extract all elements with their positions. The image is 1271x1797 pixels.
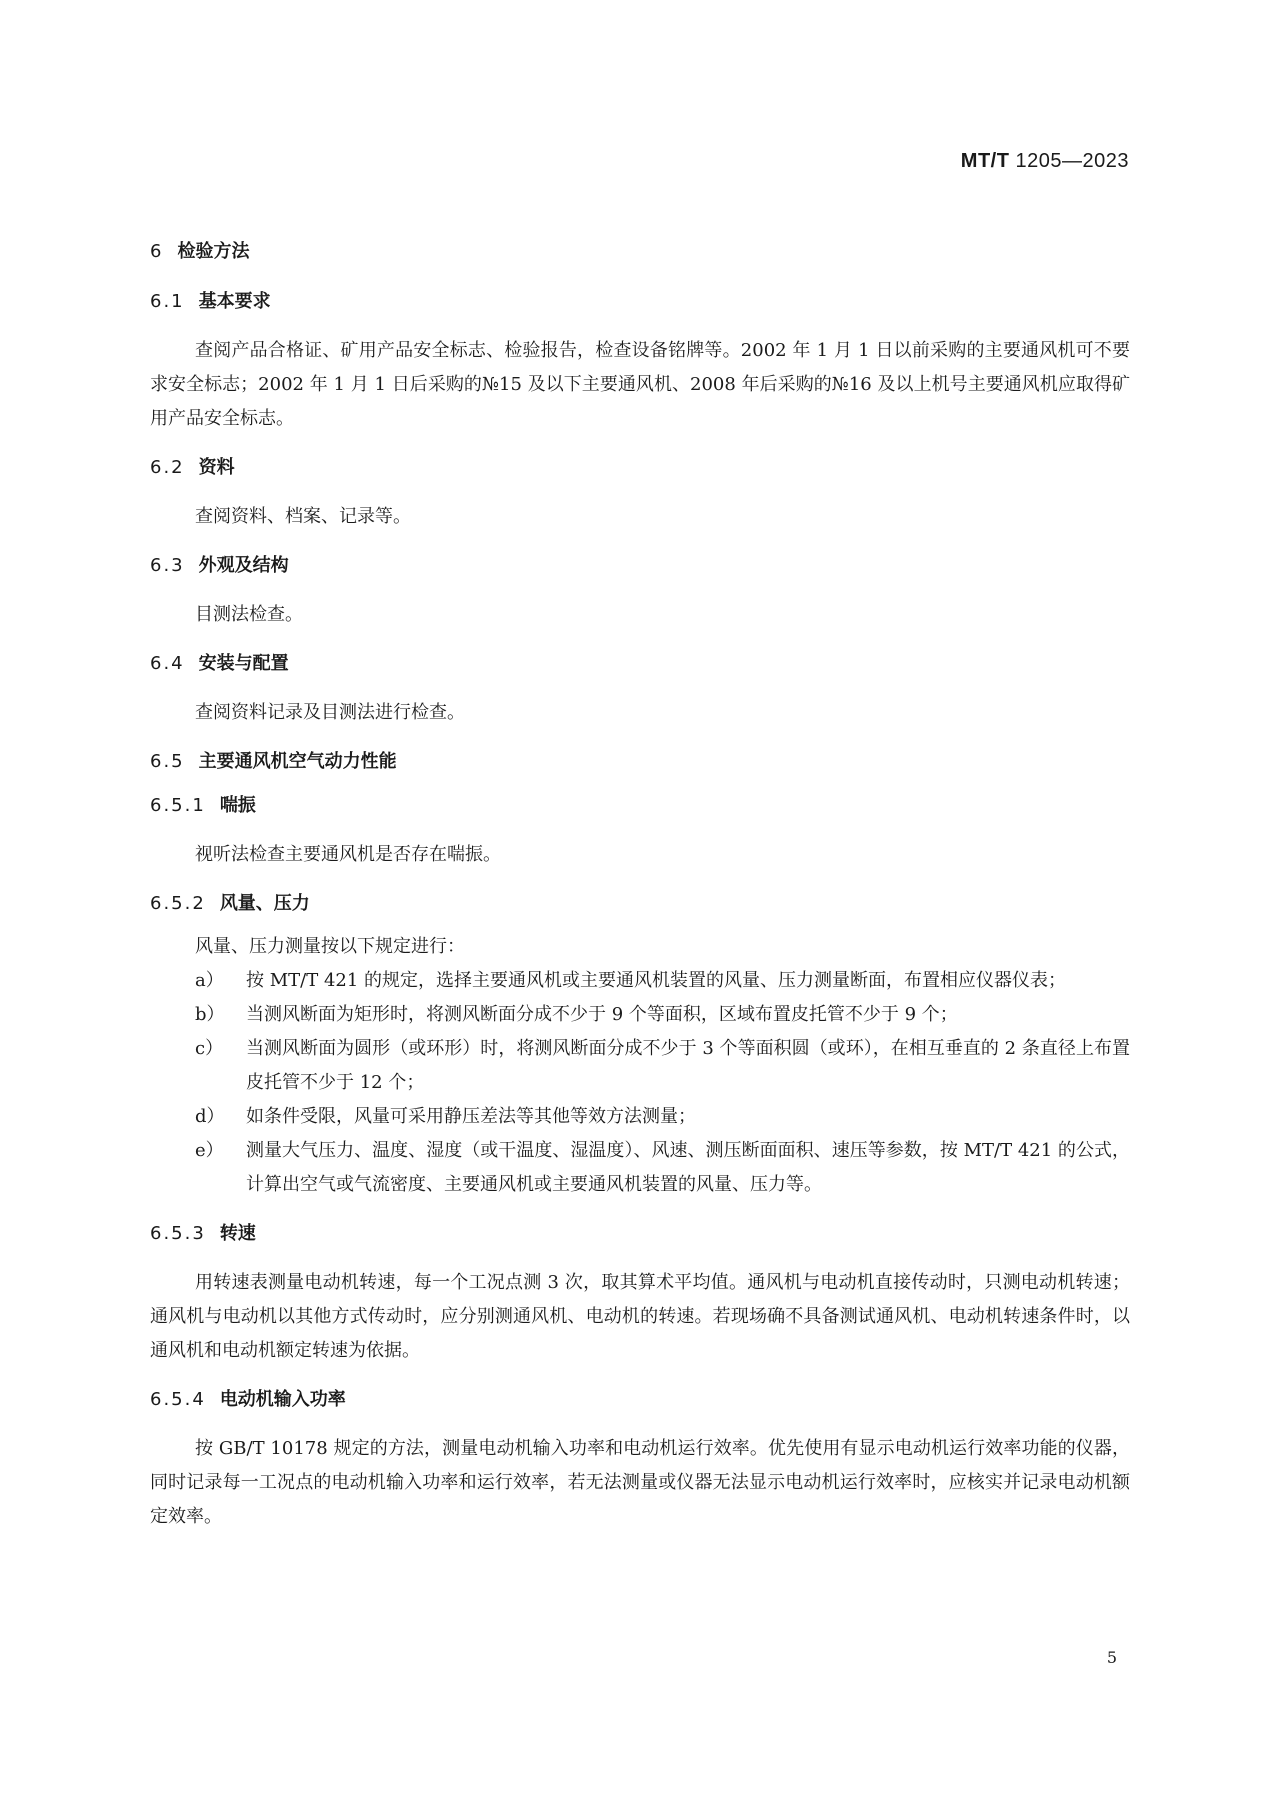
list-marker: a） [195,970,224,991]
section-6-heading [150,240,1130,264]
list-item-text: 当测风断面为圆形（或环形）时，将测风断面分成不少于 3 个等面积圆（或环），在相互垂直的 2 条直径上布置皮托管不少于 12 个； [246,1038,1130,1093]
section-6-4-heading [150,652,1130,676]
section-title: 电动机输入功率 [219,1389,346,1410]
section-6-5-1-paragraph: 视听法检查主要通风机是否存在喘振。 [195,844,501,865]
list-item-text: 如条件受限，风量可采用静压差法等其他等效方法测量； [246,1106,696,1127]
section-title: 安装与配置 [198,653,289,674]
section-6-1-paragraph: 查阅产品合格证、矿用产品安全标志、检验报告，检查设备铭牌等。2002 年 1 月 1 日以前采购的主要通风机可不要求安全标志；2002 年 1 月 1 日后采购的№15 及以下主要通风机、2008 年后采购的№16 及以上机号主要通风机应取得矿用产品安全标志。 [150,340,1130,429]
section-number: 6.5.3 [150,1223,206,1244]
section-6-5-2-paragraph: 风量、压力测量按以下规定进行： [195,936,465,957]
section-title: 喘振 [219,795,256,816]
list-marker: c） [195,1038,224,1059]
section-title: 检验方法 [177,241,250,262]
measurement-rules-list [150,964,1130,1202]
section-6-2-paragraph: 查阅资料、档案、记录等。 [195,506,411,527]
section-6-5-2-heading [150,892,1130,916]
section-6-5-4-heading [150,1388,1130,1412]
section-title: 外观及结构 [198,555,289,576]
section-6-5-heading [150,750,1130,774]
section-number: 6.5.1 [150,795,206,816]
document-body [150,240,1130,1534]
list-item [150,1134,1130,1202]
list-item [150,998,1130,1032]
list-item [150,1032,1130,1100]
list-marker: d） [195,1106,225,1127]
section-number: 6.4 [150,653,185,674]
list-item-text: 测量大气压力、温度、湿度（或干温度、湿温度）、风速、测压断面面积、速压等参数，按 MT/T 421 的公式，计算出空气或气流密度、主要通风机或主要通风机装置的风量、压力等。 [246,1140,1130,1195]
list-item [150,1100,1130,1134]
standard-number: 1205—2023 [1015,150,1129,172]
list-item-text: 按 MT/T 421 的规定，选择主要通风机或主要通风机装置的风量、压力测量断面，布置相应仪器仪表； [246,970,1067,991]
section-title: 基本要求 [198,291,271,312]
section-6-3-heading [150,554,1130,578]
section-number: 6.3 [150,555,185,576]
standard-code [961,150,1129,173]
standard-prefix: MT/T [960,150,1010,172]
section-6-2-heading [150,456,1130,480]
section-6-4-paragraph: 查阅资料记录及目测法进行检查。 [195,702,465,723]
section-number: 6.1 [150,291,185,312]
section-6-5-3-paragraph: 用转速表测量电动机转速，每一个工况点测 3 次，取其算术平均值。通风机与电动机直接传动时，只测电动机转速；通风机与电动机以其他方式传动时，应分别测通风机、电动机的转速。若现场确不具备测试通风机、电动机转速条件时，以通风机和电动机额定转速为依据。 [150,1272,1130,1361]
section-number: 6.2 [150,457,185,478]
section-number: 6 [150,241,164,262]
section-6-5-3-heading [150,1222,1130,1246]
section-title: 风量、压力 [219,893,310,914]
section-title: 转速 [219,1223,256,1244]
section-title: 资料 [198,457,235,478]
section-number: 6.5 [150,751,185,772]
page-number: 5 [1106,1648,1117,1667]
section-number: 6.5.2 [150,893,206,914]
list-marker: b） [195,1004,225,1025]
section-6-3-paragraph: 目测法检查。 [195,604,303,625]
section-number: 6.5.4 [150,1389,206,1410]
list-marker: e） [195,1140,224,1161]
section-6-1-heading [150,290,1130,314]
list-item-text: 当测风断面为矩形时，将测风断面分成不少于 9 个等面积，区域布置皮托管不少于 9 个； [246,1004,958,1025]
section-6-5-1-heading [150,794,1130,818]
list-item [150,964,1130,998]
section-title: 主要通风机空气动力性能 [198,751,397,772]
section-6-5-4-paragraph: 按 GB/T 10178 规定的方法，测量电动机输入功率和电动机运行效率。优先使用有显示电动机运行效率功能的仪器，同时记录每一工况点的电动机输入功率和运行效率，若无法测量或仪器无法显示电动机运行效率时，应核实并记录电动机额定效率。 [150,1438,1130,1527]
